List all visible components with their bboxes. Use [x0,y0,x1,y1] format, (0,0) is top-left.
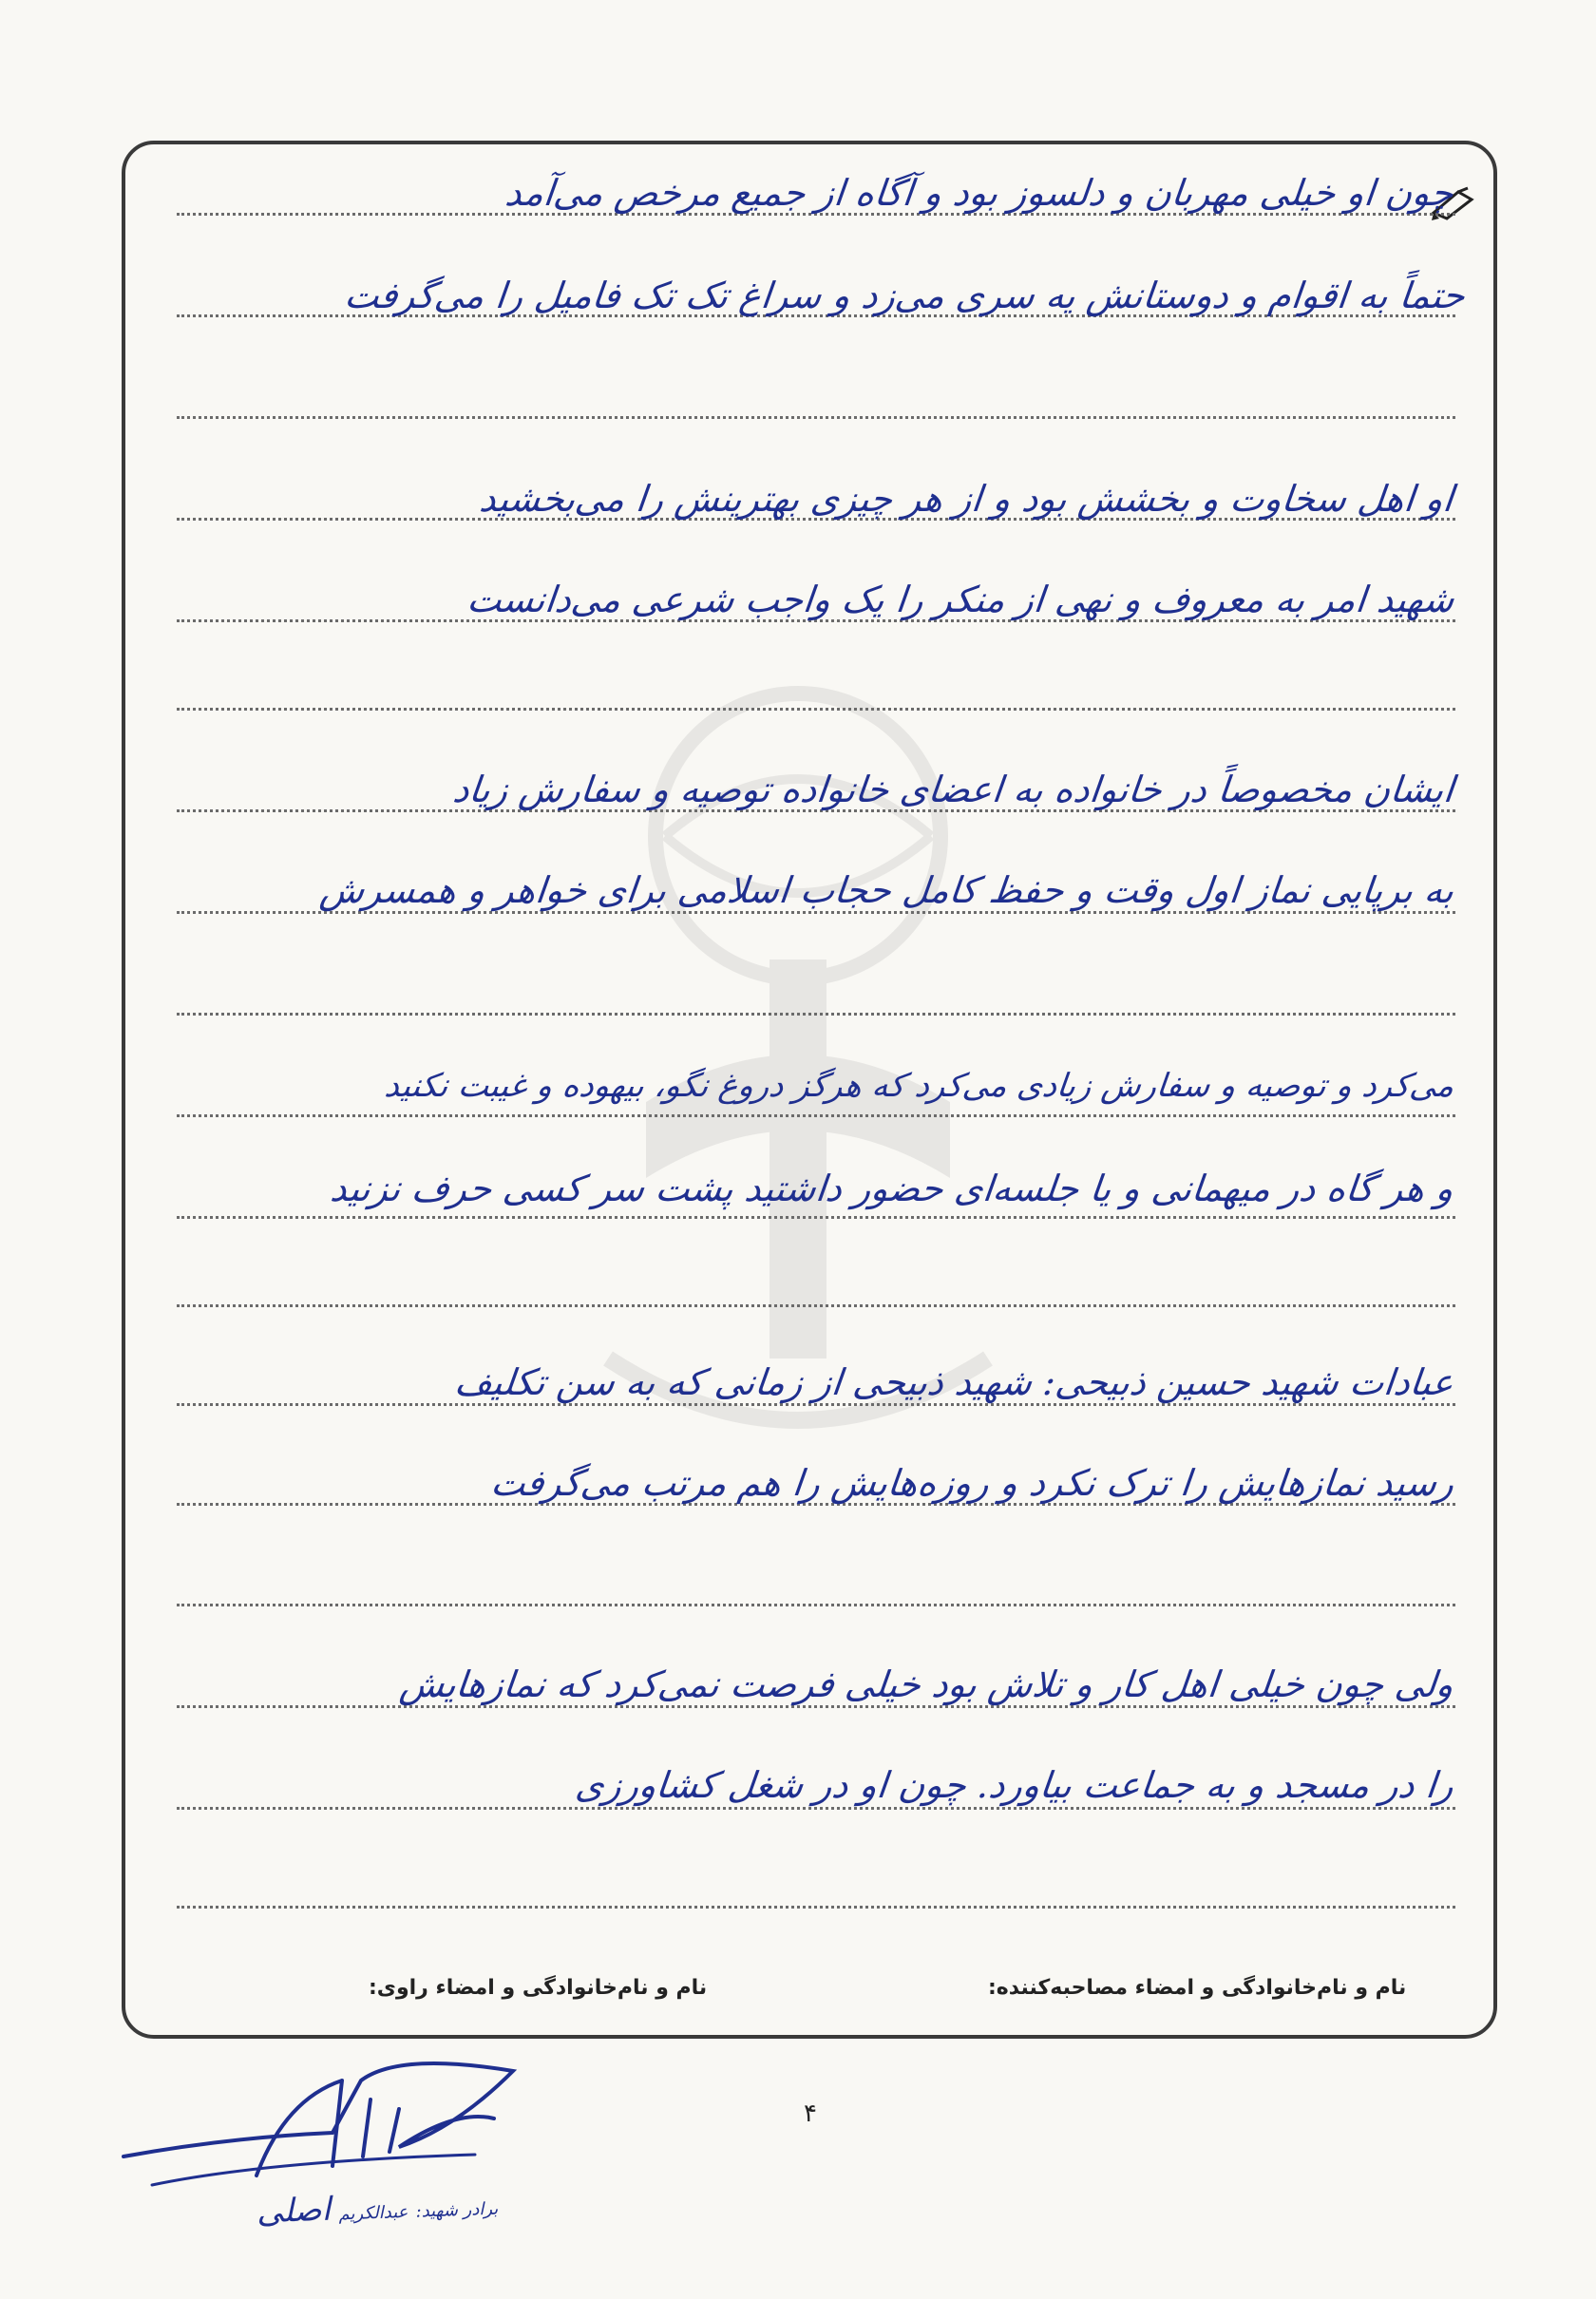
page-number: ۴ [804,2100,817,2128]
handwritten-line: به برپایی نماز اول وقت و حفظ کامل حجاب اسلامی برای خواهر و همسرش [317,869,1456,911]
signature-caption-prefix: برادر شهید: [415,2198,499,2222]
signature-caption [256,2185,498,2232]
ruled-line [177,1304,1455,1307]
ruled-line [177,708,1455,711]
handwritten-line: ولی چون خیلی اهل کار و تلاش بود خیلی فرصت نمی‌کرد که نمازهایش [397,1663,1456,1705]
ruled-line [177,1807,1455,1810]
ruled-line [177,911,1455,914]
narrator-signature-label: نام و نام‌خانوادگی و امضاء راوی: [369,1976,708,2000]
handwritten-line: حتماً به اقوام و دوستانش یه سری می‌زد و سراغ تک تک فامیل را می‌گرفت [342,275,1468,316]
handwritten-line: می‌کرد و توصیه و سفارش زیادی می‌کرد که هرگز دروغ نگو، بیهوده و غیبت نکنید [382,1067,1456,1105]
signature-caption-name: عبدالکریم [338,2201,408,2225]
handwritten-line: رسید نمازهایش را ترک نکرد و روزه‌هایش را هم مرتب می‌گرفت [488,1462,1456,1504]
handwritten-line: را در مسجد و به جماعت بیاورد. چون او در شغل کشاورزی [573,1764,1456,1806]
signature-caption-surname: اصلی [256,2190,332,2232]
handwritten-line: او اهل سخاوت و بخشش بود و از هر چیزی بهترینش را می‌بخشید [478,478,1456,520]
interviewer-signature-label: نام و نام‌خانوادگی و امضاء مصاحبه‌کننده: [988,1976,1407,2000]
handwritten-line: ایشان مخصوصاً در خانواده به اعضای خانواده توصیه و سفارش زیاد [450,769,1456,810]
handwritten-line: عبادات شهید حسین ذبیحی: شهید ذبیحی از زمانی که به سن تکلیف [452,1361,1456,1403]
handwritten-line: شهید امر به معروف و نهی از منکر را یک واجب شرعی می‌دانست [465,579,1456,620]
ruled-line [177,1013,1455,1016]
handwritten-line: چون او خیلی مهربان و دلسوز بود و آگاه از جمیع مرخص می‌آمد [504,172,1456,214]
ruled-line [177,1114,1455,1117]
ruled-line [177,1403,1455,1406]
ruled-line [177,416,1455,419]
ruled-line [177,1906,1455,1909]
ruled-line [177,1216,1455,1219]
ruled-line [177,1705,1455,1708]
handwritten-line: و هر گاه در میهمانی و یا جلسه‌ای حضور داشتید پشت سر کسی حرف نزنید [328,1168,1456,1209]
ruled-line [177,1604,1455,1606]
